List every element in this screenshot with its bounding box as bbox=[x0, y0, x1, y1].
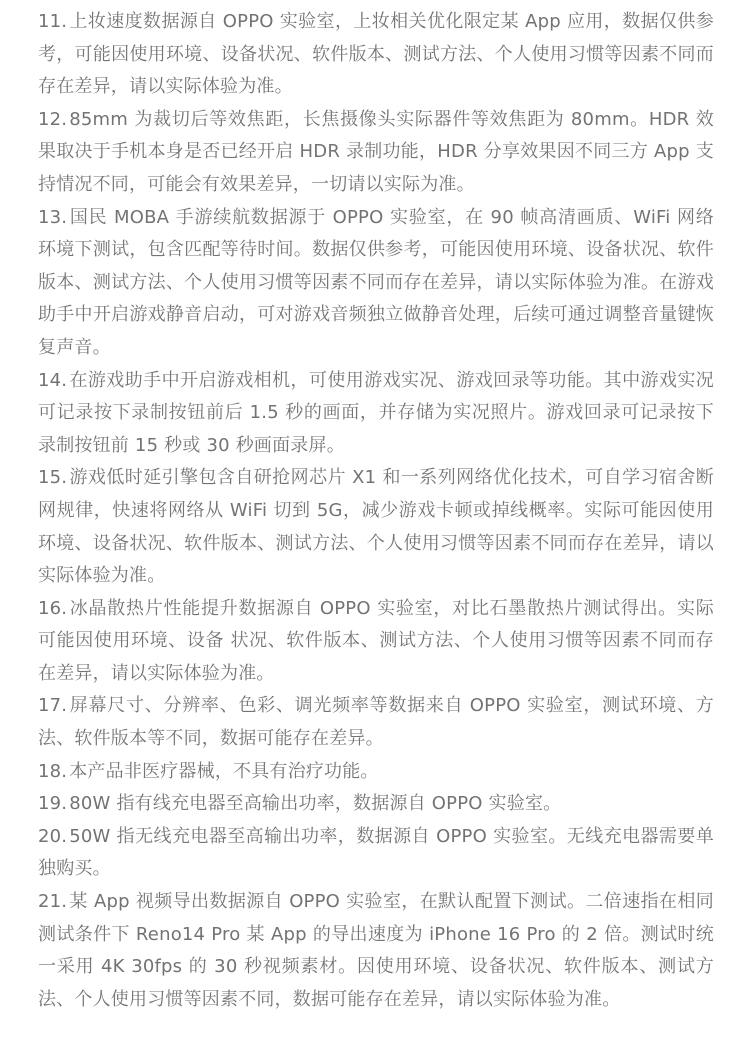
footnote-text: 国民 MOBA 手游续航数据源于 OPPO 实验室，在 90 帧高清画质、WiFi 网络环境下测试，包含匹配等待时间。数据仅供参考，可能因使用环境、设备状况、软件版本、测试方法、个人使用习惯等因素不同而存在差异，请以实际体验为准。在游戏助手中开启游戏静音启动，可对游戏音频独立做静音处理，后续可通过调整音量键恢复声音。 bbox=[38, 206, 714, 358]
footnote-text: 本产品非医疗器械，不具有治疗功能。 bbox=[69, 760, 379, 782]
footnote-number: 16. bbox=[38, 597, 68, 619]
footnote-item bbox=[38, 104, 714, 202]
footnote-item bbox=[38, 462, 714, 592]
footnote-number: 19. bbox=[38, 793, 68, 815]
footnote-number: 18. bbox=[38, 760, 68, 782]
footnote-text: 85mm 为裁切后等效焦距，长焦摄像头实际器件等效焦距为 80mm。HDR 效果取决于手机本身是否已经开启 HDR 录制功能，HDR 分享效果因不同三方 App 支持情况不同，可能会有效果差异，一切请以实际为准。 bbox=[38, 108, 714, 195]
footnote-number: 15. bbox=[38, 467, 68, 489]
footnote-text: 上妆速度数据源自 OPPO 实验室，上妆相关优化限定某 App 应用，数据仅供参考，可能因使用环境、设备状况、软件版本、测试方法、个人使用习惯等因素不同而存在差异，请以实际体验为准。 bbox=[38, 11, 714, 98]
footnote-text: 屏幕尺寸、分辨率、色彩、调光频率等数据来自 OPPO 实验室，测试环境、方法、软件版本等不同，数据可能存在差异。 bbox=[38, 695, 714, 750]
footnote-text: 在游戏助手中开启游戏相机，可使用游戏实况、游戏回录等功能。其中游戏实况可记录按下录制按钮前后 1.5 秒的画面，并存储为实况照片。游戏回录可记录按下录制按钮前 15 秒或 30 秒画面录屏。 bbox=[38, 369, 714, 456]
footnote-item bbox=[38, 788, 714, 821]
footnote-list bbox=[38, 6, 714, 1016]
footnote-text: 某 App 视频导出数据源自 OPPO 实验室，在默认配置下测试。二倍速指在相同测试条件下 Reno14 Pro 某 App 的导出速度为 iPhone 16 Pro 的 2 倍。测试时统一采用 4K 30fps 的 30 秒视频素材。因使用环境、设备状况、软件版本、测试方法、个人使用习惯等因素不同，数据可能存在差异，请以实际体验为准。 bbox=[38, 891, 714, 1010]
footnote-number: 12. bbox=[38, 108, 68, 130]
footnote-number: 14. bbox=[38, 369, 68, 391]
footnote-text: 游戏低时延引擎包含自研抢网芯片 X1 和一系列网络优化技术，可自学习宿舍断网规律，快速将网络从 WiFi 切到 5G，减少游戏卡顿或掉线概率。实际可能因使用环境、设备状况、软件版本、测试方法、个人使用习惯等因素不同而存在差异，请以实际体验为准。 bbox=[38, 467, 714, 587]
footnote-item bbox=[38, 690, 714, 755]
footnote-item bbox=[38, 365, 714, 463]
footnote-item bbox=[38, 593, 714, 691]
footnote-item bbox=[38, 756, 714, 789]
footnote-item bbox=[38, 886, 714, 1016]
footnote-number: 21. bbox=[38, 891, 68, 913]
footnote-number: 13. bbox=[38, 206, 68, 228]
footnote-text: 冰晶散热片性能提升数据源自 OPPO 实验室，对比石墨散热片测试得出。实际可能因使用环境、设备 状况、软件版本、测试方法、个人使用习惯等因素不同而存在差异，请以实际体验为准。 bbox=[38, 597, 714, 684]
footnote-text: 50W 指无线充电器至高输出功率，数据源自 OPPO 实验室。无线充电器需要单独购买。 bbox=[38, 825, 714, 880]
footnote-number: 17. bbox=[38, 695, 68, 717]
footnote-item bbox=[38, 6, 714, 104]
footnote-number: 11. bbox=[38, 11, 68, 32]
footnote-item bbox=[38, 821, 714, 886]
footnote-number: 20. bbox=[38, 825, 68, 847]
footnote-item bbox=[38, 202, 714, 365]
footnote-text: 80W 指有线充电器至高输出功率，数据源自 OPPO 实验室。 bbox=[69, 793, 562, 815]
